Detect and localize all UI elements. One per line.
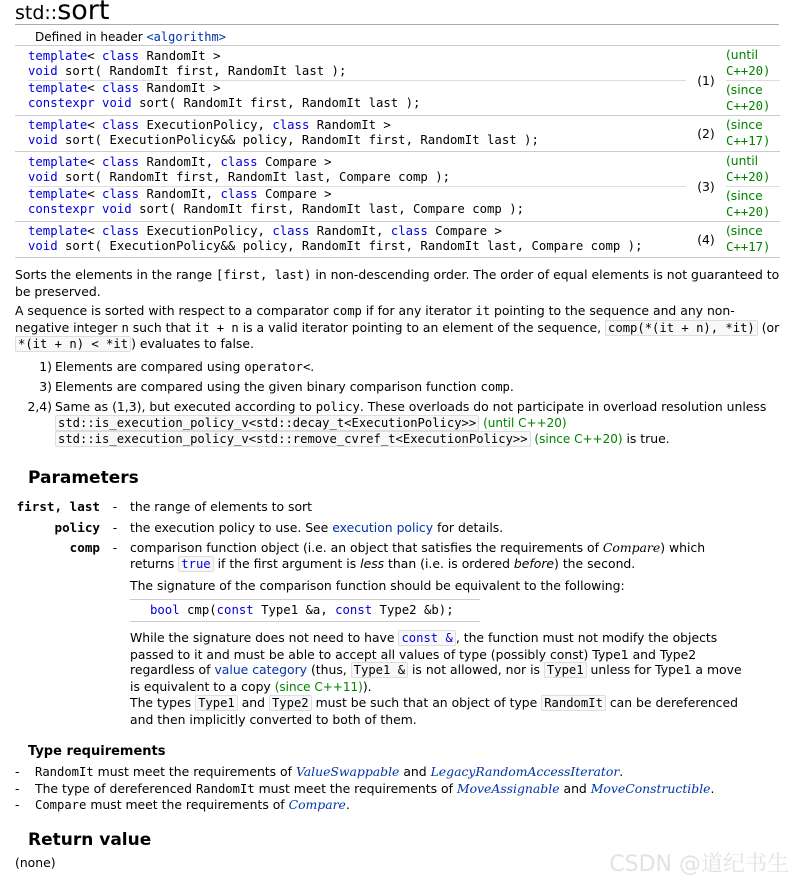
text-segment: ) which returns [130, 540, 706, 571]
em-segment: before [513, 555, 555, 571]
text-segment: in non-descending order. The order of equal elements is not guaranteed to be preserved. [15, 267, 780, 299]
box-segment: *(it + n) < *it [15, 336, 131, 352]
text-segment: Elements are compared using the given binary comparison function [55, 379, 481, 394]
declaration-code [15, 151, 686, 221]
text-segment: A sequence is sorted with respect to a comparator [15, 303, 333, 318]
p-segment [95, 202, 102, 216]
p-segment: Compare > [257, 154, 332, 169]
k-segment: constexpr [28, 202, 95, 216]
overload-note [15, 359, 785, 375]
text-segment: and [399, 764, 431, 779]
text-segment: (or [757, 319, 780, 335]
k-segment: void [28, 170, 58, 184]
text-segment: Sorts the elements in the range [15, 267, 217, 282]
p-segment: sort( RandomIt first, RandomIt last, Compare comp ); [131, 202, 525, 216]
watermark: CSDN @道纪书生 [609, 852, 789, 877]
text-segment: must meet the requirements of [254, 780, 457, 796]
p-segment: RandomIt, [139, 154, 221, 169]
type-requirements-list [15, 764, 714, 814]
overload-number: (1) [697, 72, 715, 88]
parameter-description [130, 540, 745, 732]
version-mark [726, 222, 780, 256]
k-segment: class [102, 186, 140, 201]
ital-segment[interactable]: LegacyRandomAccessIterator [430, 764, 620, 779]
parameter-summary [130, 499, 745, 515]
boxkw-segment: const & [398, 630, 455, 646]
bullet-dash: - [15, 797, 20, 812]
text-segment: , the function must not modify the objects passed to it and must be able to accept all values of type (possibly const) Type1 and Type2 regardless of [130, 630, 718, 677]
parameter-dash: - [112, 499, 118, 514]
text-segment: unless for Type1 a move is equivalent to a copy [130, 662, 742, 694]
version-marks [726, 115, 780, 151]
ital-segment[interactable]: Compare [288, 797, 346, 812]
text-segment: is not allowed, nor is [408, 662, 544, 677]
p-segment: ExecutionPolicy, [139, 223, 273, 238]
kw-segment: bool [150, 602, 180, 617]
note-number: 1) [39, 359, 52, 374]
text-segment: the execution policy to use. See [130, 519, 333, 535]
parameter-description [130, 520, 745, 541]
code-line [28, 96, 686, 112]
text-segment: must meet the requirements of [86, 797, 289, 812]
text-segment: cmp( [179, 602, 217, 617]
declaration-group [15, 45, 780, 115]
p-segment: ExecutionPolicy, [139, 117, 273, 132]
text-segment: is a valid iterator pointing to an element of the sequence, [238, 319, 606, 335]
overload-number: (4) [697, 231, 715, 247]
code-segment: policy [315, 400, 360, 414]
note-number: 2,4) [27, 399, 52, 414]
p-segment: Compare > [257, 186, 332, 201]
code-line [28, 64, 686, 80]
code-segment: [first, last) [216, 268, 312, 282]
k-segment: template [28, 223, 88, 238]
header-label: Defined in header [35, 30, 147, 45]
parameter-dash: - [112, 519, 118, 535]
p-segment: < [87, 186, 103, 201]
box-segment: RandomIt [541, 695, 606, 711]
text-segment: can be dereferenced and then implicitly converted to both of them. [130, 695, 738, 727]
p-segment: < [87, 117, 103, 132]
parameter-row [15, 520, 745, 541]
text-segment: ). [362, 678, 372, 694]
code-line [28, 155, 686, 171]
text-segment: . [509, 379, 514, 394]
parameter-row [15, 499, 745, 520]
text-segment: Same as (1,3), but executed according to [55, 399, 316, 414]
text-segment: Elements are compared using [55, 359, 245, 374]
declaration-overload [28, 49, 686, 81]
p-segment: sort( RandomIt first, RandomIt last ); [57, 64, 347, 78]
text-segment: While the signature does not need to have [130, 630, 399, 645]
code-line [28, 239, 686, 255]
k-segment: class [220, 186, 258, 201]
text-segment: if the first argument is [213, 555, 361, 571]
version-word: (since [726, 82, 763, 97]
version-std: C++17) [726, 240, 771, 254]
overload-note [15, 379, 785, 395]
ital-segment[interactable]: ValueSwappable [295, 764, 400, 779]
declaration-group [15, 221, 780, 257]
comparison-signature [130, 599, 480, 623]
k-segment: class [102, 80, 140, 95]
code-line [28, 81, 686, 97]
kw-segment: const [216, 602, 254, 617]
parameter-dash: - [112, 540, 118, 555]
version-marks [726, 151, 780, 221]
box-segment: comp(*(it + n), *it) [605, 320, 758, 336]
k-segment: class [272, 117, 310, 132]
text-segment: for details. [433, 519, 504, 535]
description-p1 [15, 267, 785, 299]
note-text [55, 359, 314, 375]
box-segment: Type1 & [351, 662, 408, 678]
p-segment: sort( RandomIt first, RandomIt last, Compare comp ); [57, 170, 451, 184]
text-segment: the range of elements to sort [130, 499, 312, 514]
code-line [28, 133, 686, 149]
overload-number: (3) [697, 178, 715, 194]
link-segment[interactable]: execution policy [332, 519, 434, 535]
declaration-group [15, 115, 780, 151]
description-p2 [15, 303, 785, 353]
type-requirements-heading: Type requirements [28, 744, 166, 759]
header-link[interactable]: <algorithm> [146, 30, 226, 45]
k-segment: class [220, 154, 258, 169]
header-row [15, 29, 780, 45]
parameter-name: first, last [16, 499, 100, 514]
parameter-summary [130, 540, 745, 572]
em-segment: less [360, 555, 385, 571]
parameter-name: comp [69, 540, 100, 555]
ver-segment: (until C++20) [479, 416, 567, 430]
version-marks [726, 221, 780, 257]
k-segment: class [102, 223, 140, 238]
comparison-notes [130, 630, 745, 727]
code-segment: RandomIt [35, 765, 94, 779]
declaration-code [15, 115, 686, 151]
p-segment [95, 96, 102, 110]
type-requirement [15, 797, 714, 814]
k-segment: template [28, 117, 88, 132]
text-segment: . [310, 359, 315, 374]
declaration-overload [28, 81, 686, 112]
k-segment: class [102, 154, 140, 169]
p-segment: sort( ExecutionPolicy&& policy, RandomIt first, RandomIt last ); [57, 133, 539, 147]
box-segment: Type1 [195, 695, 238, 711]
text-segment: . [345, 797, 350, 812]
version-mark [726, 187, 780, 221]
k-segment: class [102, 117, 140, 132]
text-segment: . [710, 780, 715, 796]
text-segment: is true. [622, 431, 670, 446]
code-line [28, 187, 686, 203]
k-segment: template [28, 186, 88, 201]
version-std: C++20) [726, 63, 771, 78]
p-segment: < [87, 80, 103, 95]
p-segment: sort( ExecutionPolicy&& policy, RandomIt first, RandomIt last, Compare comp ); [57, 239, 643, 253]
itblack-segment: Compare [602, 540, 661, 555]
ver-segment: (since C++11) [274, 679, 363, 694]
version-std: C++17) [726, 134, 771, 148]
return-value-text: (none) [15, 855, 56, 870]
type-requirement [15, 764, 714, 781]
text-segment: Type2 &b); [372, 602, 454, 617]
return-value-heading: Return value [28, 830, 152, 850]
p-segment: < [87, 223, 103, 238]
version-marks [726, 45, 780, 115]
p-segment: RandomIt, [139, 186, 221, 201]
signature-intro: The signature of the comparison function should be equivalent to the following: [130, 578, 625, 593]
p-segment: < [87, 48, 103, 63]
link-segment[interactable]: value category [214, 662, 307, 677]
p-segment: sort( RandomIt first, RandomIt last ); [131, 96, 421, 110]
code-line [28, 49, 686, 65]
text-segment: (thus, [307, 662, 351, 677]
text-segment: must meet the requirements of [93, 764, 296, 779]
parameters-table [15, 499, 745, 732]
note-text [55, 379, 514, 395]
box-segment: Type2 [269, 695, 312, 711]
declaration-overload [28, 224, 686, 255]
text-segment: if for any iterator [361, 303, 476, 318]
box-segment: std::is_execution_policy_v<std::remove_cvref_t<ExecutionPolicy>> [55, 431, 531, 447]
text-segment: comparison function object (i.e. an object that satisfies the requirements of [130, 540, 603, 555]
text-segment: and [559, 780, 591, 796]
box-segment: Type1 [544, 662, 587, 678]
version-word: (until [726, 47, 759, 62]
text-segment: such that [128, 319, 195, 335]
note-text [55, 399, 785, 447]
text-segment: Type1 &a, [253, 602, 336, 617]
code-segment: n [121, 320, 129, 335]
code-line [28, 118, 686, 134]
k-segment: void [28, 239, 58, 253]
p-segment: < [87, 154, 103, 169]
version-word: (until [726, 153, 759, 168]
version-std: C++20) [726, 98, 771, 113]
version-std: C++20) [726, 204, 771, 219]
text-segment: . These overloads do not participate in overload resolution unless [359, 399, 767, 414]
text-segment: . [619, 764, 624, 779]
parameter-description [130, 499, 745, 520]
bullet-dash: - [15, 764, 20, 779]
k-segment: void [102, 202, 132, 216]
declaration-overload [28, 187, 686, 218]
title-namespace: std:: [15, 2, 58, 24]
k-segment: template [28, 80, 88, 95]
declaration-code [15, 45, 686, 115]
version-word: (since [726, 118, 763, 132]
version-mark [726, 81, 780, 115]
text-segment: pointing to the sequence and any non-negative integer [15, 303, 735, 335]
title-divider [15, 24, 779, 25]
code-line [28, 202, 686, 218]
code-line [28, 224, 686, 240]
version-mark [726, 152, 780, 187]
code-segment: comp [332, 304, 362, 318]
parameter-name: policy [54, 519, 100, 535]
declarations-table [15, 29, 780, 258]
version-mark [726, 116, 780, 150]
parameter-row [15, 540, 745, 732]
k-segment: class [390, 223, 428, 238]
k-segment: constexpr [28, 96, 95, 110]
bullet-dash: - [15, 780, 20, 796]
version-word: (since [726, 188, 763, 203]
overload-note [15, 399, 785, 447]
k-segment: class [102, 48, 140, 63]
code-segment: Compare [35, 798, 87, 812]
k-segment: template [28, 48, 88, 63]
version-word: (since [726, 224, 763, 238]
p-segment: RandomIt > [139, 80, 221, 95]
type-requirement [15, 781, 714, 798]
k-segment: void [28, 64, 58, 78]
code-segment: comp [480, 380, 510, 394]
parameters-heading: Parameters [28, 468, 139, 488]
code-segment: it [475, 304, 491, 318]
box-segment: std::is_execution_policy_v<std::decay_t<ExecutionPolicy>> [55, 415, 479, 431]
code-segment: RandomIt [195, 781, 255, 796]
p-segment: RandomIt, [309, 223, 391, 238]
k-segment: void [28, 133, 58, 147]
declaration-overload [28, 155, 686, 187]
p-segment: RandomIt > [309, 117, 391, 132]
text-segment: must be such that an object of type [311, 695, 542, 710]
text-segment: ) the second. [554, 555, 636, 571]
version-mark [726, 46, 780, 81]
code-segment: it + n [194, 320, 239, 335]
k-segment: class [272, 223, 310, 238]
declaration-code [15, 221, 686, 257]
boxkw-segment: true [178, 556, 213, 572]
ital-segment[interactable]: MoveAssignable [456, 780, 560, 796]
title-name: sort [57, 0, 110, 26]
kw-segment: const [335, 602, 373, 617]
p-segment: RandomIt > [139, 48, 221, 63]
text-segment: ) evaluates to false. [131, 336, 254, 351]
code-segment: operator< [244, 360, 311, 374]
text-segment: The type of dereferenced [35, 780, 196, 796]
overload-notes [15, 359, 785, 451]
k-segment: void [102, 96, 132, 110]
k-segment: template [28, 154, 88, 169]
note-number: 3) [39, 379, 52, 394]
declaration-overload [28, 118, 686, 149]
code-line [28, 170, 686, 186]
overload-number: (2) [697, 125, 715, 141]
parameter-summary [130, 520, 745, 536]
ver-segment: (since C++20) [530, 432, 623, 446]
ital-segment[interactable]: MoveConstructible [590, 780, 711, 796]
text-segment: and [237, 695, 269, 710]
declaration-group [15, 151, 780, 221]
version-std: C++20) [726, 169, 771, 184]
text-segment: than (i.e. is ordered [384, 555, 514, 571]
p-segment: Compare > [427, 223, 502, 238]
text-segment: The types [130, 695, 196, 710]
